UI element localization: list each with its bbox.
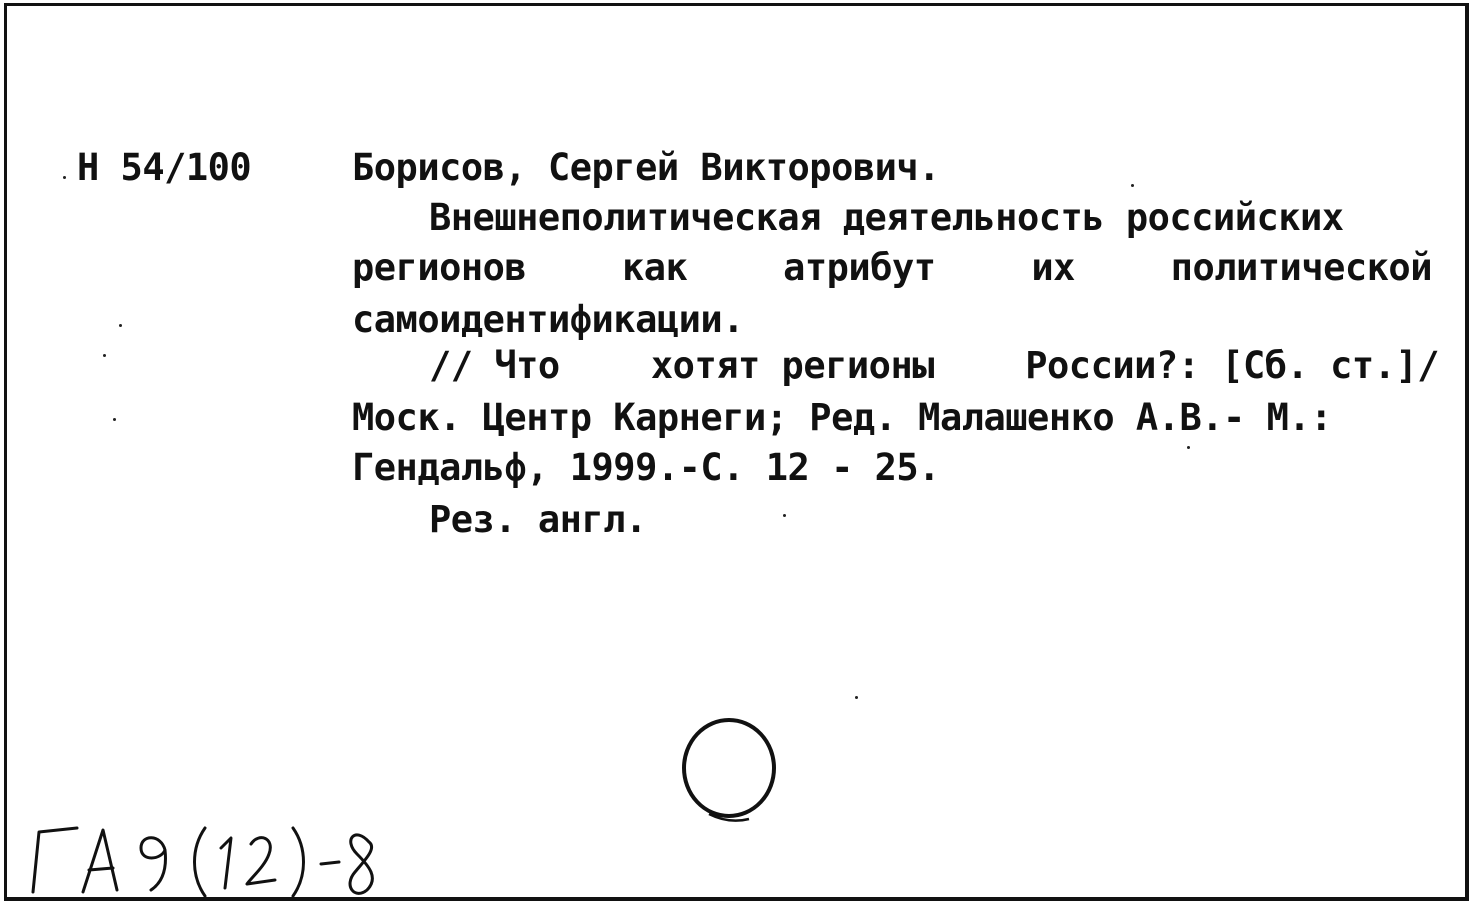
title-line-2 (352, 246, 1432, 289)
title-word: как (622, 246, 688, 289)
scan-speck (855, 696, 858, 699)
handwritten-code (25, 814, 395, 899)
source-line-3: Гендальф, 1999.-С. 12 - 25. (352, 446, 940, 489)
resume-note: Рез. англ. (429, 498, 647, 541)
title-word: их (1031, 246, 1075, 289)
source-line-1 (429, 344, 1439, 387)
scan-speck (113, 418, 116, 421)
source-segment: хотят регионы (650, 344, 934, 387)
source-segment: // Что (429, 344, 560, 387)
title-word: атрибут (783, 246, 936, 289)
scan-speck (119, 324, 122, 327)
scan-speck (1131, 184, 1134, 187)
shelfmark: Н 54/100 (77, 146, 252, 189)
source-line-2: Моск. Центр Карнеги; Ред. Малашенко А.В.- М.: (352, 396, 1332, 439)
title-word: политической (1170, 246, 1432, 289)
scan-speck (1187, 446, 1190, 449)
author-heading: Борисов, Сергей Викторович. (352, 146, 940, 189)
scan-speck (783, 514, 786, 517)
scan-speck (103, 354, 106, 357)
title-line-3: самоидентификации. (352, 298, 744, 341)
source-segment: России?: [Сб. ст.]/ (1025, 344, 1439, 387)
title-line-1: Внешнеполитическая деятельность российских (429, 196, 1344, 239)
catalog-card (4, 3, 1469, 901)
title-word: регионов (352, 246, 527, 289)
punch-hole-icon (679, 716, 783, 832)
scan-speck (63, 176, 66, 179)
